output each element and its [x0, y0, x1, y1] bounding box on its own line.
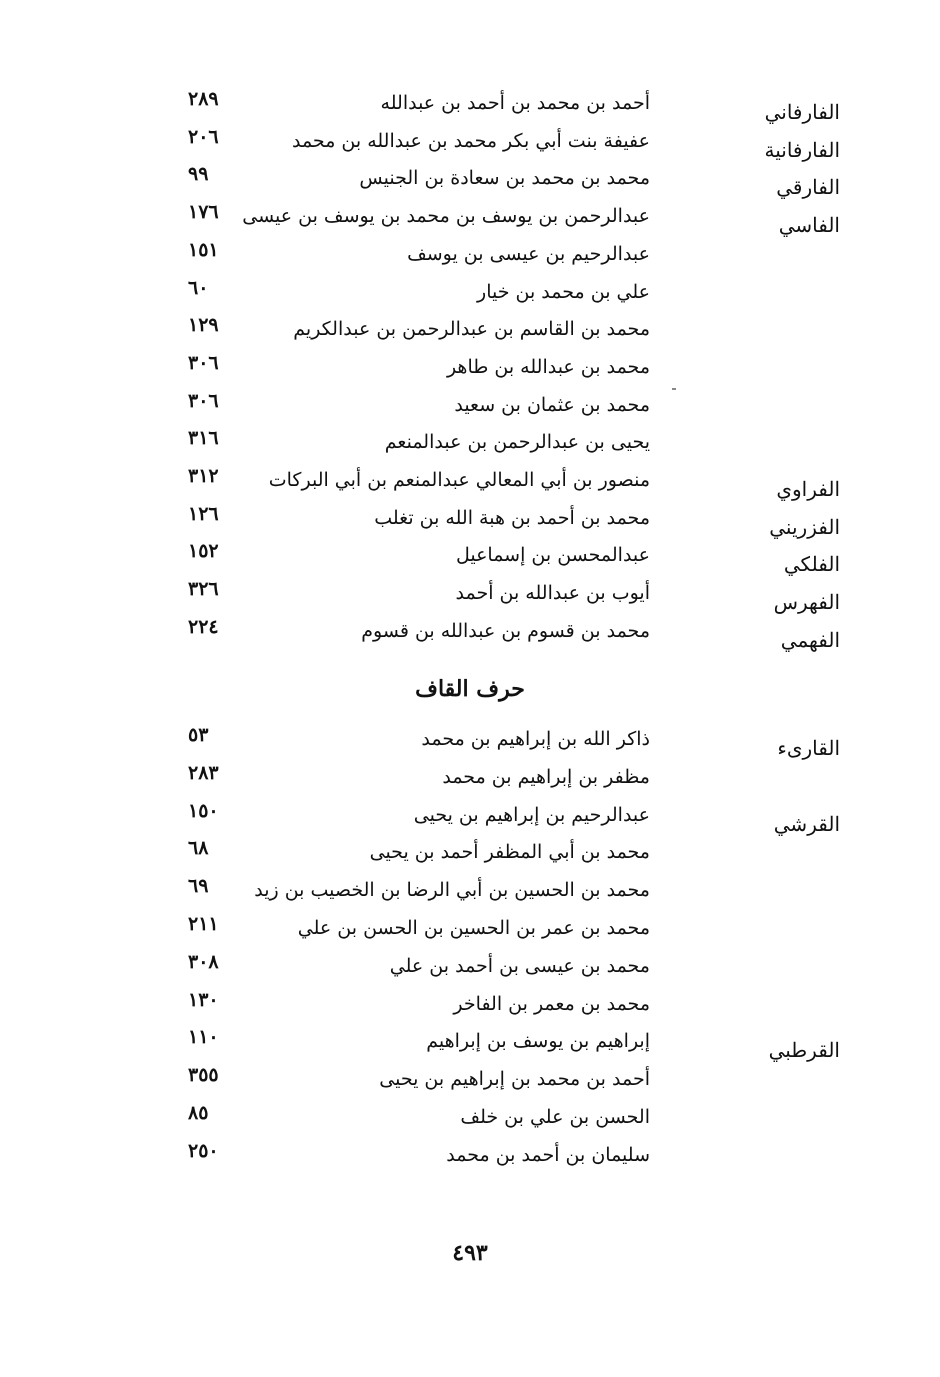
entry-page-ref: ٦٨ — [188, 837, 209, 859]
entry-nisba: الفهمي — [780, 628, 840, 652]
entry-page-ref: ٣١٦ — [188, 427, 219, 449]
entry-page-ref: ٦٠ — [188, 277, 209, 299]
entry-page-ref: ٥٣ — [188, 724, 209, 746]
entry-name: عبدالرحمن بن يوسف بن محمد بن يوسف بن عيسى — [242, 205, 650, 227]
entry-name: محمد بن محمد بن سعادة بن الجنيس — [359, 167, 650, 189]
entry-page-ref: ٢٠٦ — [188, 126, 219, 148]
entry-name: عبدالرحيم بن إبراهيم بن يحيى — [413, 804, 650, 826]
index-entry — [0, 839, 940, 877]
entry-name: محمد بن عيسى بن أحمد بن علي — [389, 955, 650, 977]
entry-name: منصور بن أبي المعالي عبدالمنعم بن أبي البركات — [268, 469, 650, 491]
entry-nisba: الفارفانية — [764, 138, 840, 162]
index-entry — [0, 316, 940, 354]
entry-name: عفيفة بنت أبي بكر محمد بن عبدالله بن محمد — [291, 130, 650, 152]
entry-page-ref: ١١٠ — [188, 1026, 219, 1048]
index-entry — [0, 1104, 940, 1142]
entry-page-ref: ١٣٠ — [188, 989, 219, 1011]
entry-name: ذاكر الله بن إبراهيم بن محمد — [421, 728, 650, 750]
entry-page-ref: ١٥١ — [188, 239, 219, 261]
index-entry — [0, 1066, 940, 1104]
entry-page-ref: ١٥٢ — [188, 540, 219, 562]
entry-name: علي بن محمد بن خيار — [477, 281, 650, 303]
entry-nisba: الفراوي — [776, 477, 840, 501]
entry-page-ref: ٢٥٠ — [188, 1140, 219, 1162]
index-entry — [0, 429, 940, 467]
entry-name: محمد بن الحسين بن أبي الرضا بن الخصيب بن زيد — [254, 879, 650, 901]
entry-page-ref: ٣٥٥ — [188, 1064, 219, 1086]
index-entry — [0, 991, 940, 1029]
index-entry — [0, 467, 940, 505]
entry-name: مظفر بن إبراهيم بن محمد — [442, 766, 650, 788]
entry-nisba: الفزريني — [769, 515, 840, 539]
entry-nisba: الفارفاني — [764, 100, 840, 124]
entry-name: إبراهيم بن يوسف بن إبراهيم — [426, 1030, 650, 1052]
index-entry — [0, 203, 940, 241]
entry-page-ref: ١٥٠ — [188, 800, 219, 822]
entry-name: سليمان بن أحمد بن محمد — [446, 1144, 650, 1166]
index-entry — [0, 618, 940, 656]
entry-name: محمد بن قسوم بن عبدالله بن قسوم — [361, 620, 650, 642]
entry-nisba: الفارقي — [776, 175, 840, 199]
entry-page-ref: ١٧٦ — [188, 201, 219, 223]
entry-page-ref: ٢٨٩ — [188, 88, 219, 110]
entry-name: أيوب بن عبدالله بن أحمد — [455, 582, 650, 604]
index-entry — [0, 802, 940, 840]
index-entry — [0, 915, 940, 953]
section-heading-qaf: حرف القاف — [415, 676, 525, 702]
entry-page-ref: ٩٩ — [188, 163, 209, 185]
entry-page-ref: ٣٢٦ — [188, 578, 219, 600]
entry-page-ref: ١٢٦ — [188, 503, 219, 525]
index-entry — [0, 877, 940, 915]
entry-name: أحمد بن محمد بن إبراهيم بن يحيى — [379, 1068, 650, 1090]
entry-page-ref: ٣٠٨ — [188, 951, 219, 973]
entry-name: يحيى بن عبدالرحمن بن عبدالمنعم — [384, 431, 650, 453]
index-entry — [0, 165, 940, 203]
entry-nisba: الفاسي — [778, 213, 840, 237]
entry-name: الحسن بن علي بن خلف — [460, 1106, 650, 1128]
entry-name: عبدالرحيم بن عيسى بن يوسف — [407, 243, 650, 265]
entry-page-ref: ٦٩ — [188, 875, 209, 897]
index-entry — [0, 953, 940, 991]
entry-page-ref: ٣٠٦ — [188, 352, 219, 374]
index-entry — [0, 1028, 940, 1066]
entry-nisba: القرشي — [773, 812, 840, 836]
entry-page-ref: ٣١٢ — [188, 465, 219, 487]
index-entry — [0, 90, 940, 128]
entry-nisba: الفهرس — [773, 590, 840, 614]
entry-name: محمد بن عمر بن الحسين بن الحسن بن علي — [297, 917, 650, 939]
index-entry — [0, 726, 940, 764]
index-entry — [0, 542, 940, 580]
page-number: ٤٩٣ — [452, 1240, 488, 1266]
index-entry — [0, 505, 940, 543]
entry-page-ref: ٢٨٣ — [188, 762, 219, 784]
entry-name: محمد بن معمر بن الفاخر — [453, 993, 650, 1015]
index-entry — [0, 354, 940, 392]
entry-name: عبدالمحسن بن إسماعيل — [455, 544, 650, 566]
entry-name: محمد بن أبي المظفر أحمد بن يحيى — [369, 841, 650, 863]
entry-page-ref: ٨٥ — [188, 1102, 209, 1124]
index-entry — [0, 279, 940, 317]
index-entry — [0, 241, 940, 279]
entry-page-ref: ١٢٩ — [188, 314, 219, 336]
entry-name: محمد بن عبدالله بن طاهر — [446, 356, 650, 378]
entry-nisba: القارىء — [777, 736, 840, 760]
index-entry — [0, 580, 940, 618]
entry-page-ref: ٣٠٦ — [188, 390, 219, 412]
index-entry — [0, 128, 940, 166]
entry-name: محمد بن القاسم بن عبدالرحمن بن عبدالكريم — [293, 318, 650, 340]
entry-page-ref: ٢٢٤ — [188, 616, 219, 638]
index-entry — [0, 1142, 940, 1180]
entry-name: محمد بن عثمان بن سعيد — [454, 394, 650, 416]
entry-nisba: الفلكي — [783, 552, 840, 576]
index-entry — [0, 764, 940, 802]
entry-page-ref: ٢١١ — [188, 913, 219, 935]
entry-name: محمد بن أحمد بن هبة الله بن تغلب — [374, 507, 650, 529]
entry-nisba: القرطبي — [768, 1038, 840, 1062]
entry-name: أحمد بن محمد بن أحمد بن عبدالله — [380, 92, 650, 114]
index-entry — [0, 392, 940, 430]
